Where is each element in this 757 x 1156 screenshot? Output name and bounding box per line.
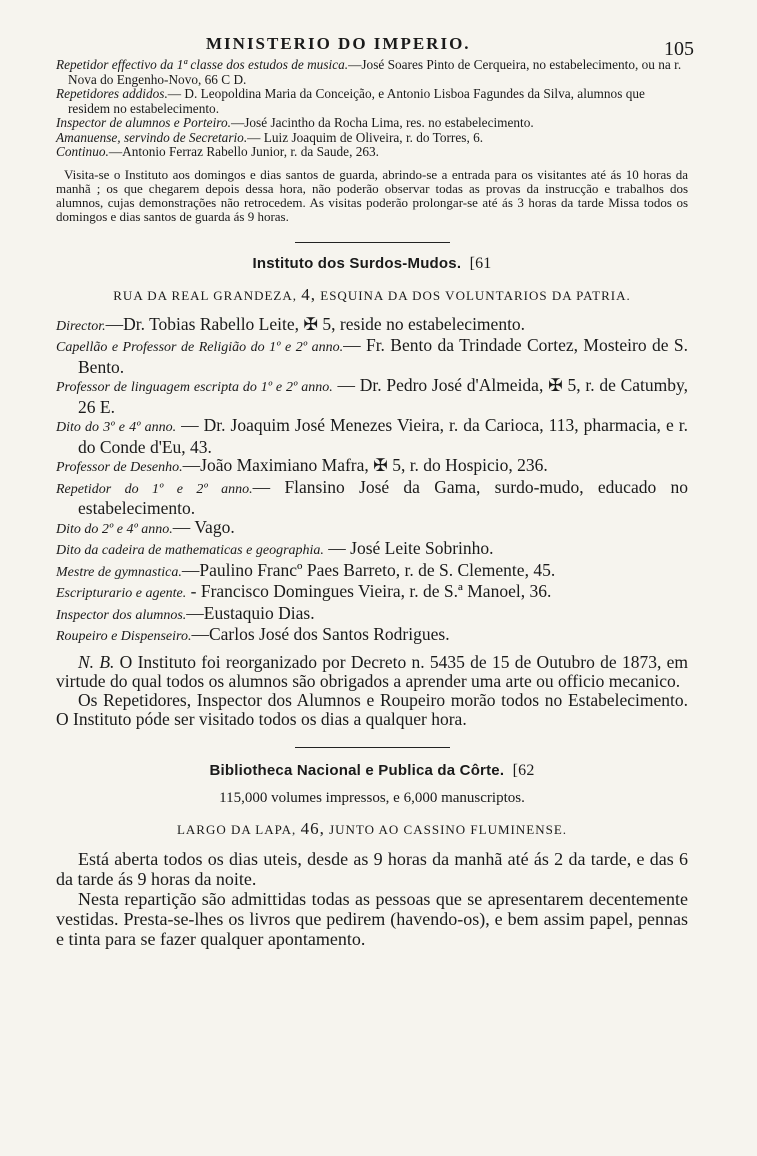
library-number: [62 <box>512 761 535 779</box>
visit-paragraph: Visita-se o Instituto aos domingos e dias santos de guarda, abrindo-se a entrada para os visitantes até ás 10 horas da manhã ; os que chegarem depois dessa hora, não poderão observar todas as provas da instrucção e trabalhos dos alumnos, cujas demonstrações não retrocedem. As visitas poderão prolongar-se até ás 3 horas da tarde Missa todos os domingos e dias santos de guarda ás 9 horas. <box>56 166 688 224</box>
entry-role: Capellão e Professor de Religião do 1º e 2º anno. <box>56 340 344 355</box>
nb-label: N. B. <box>78 651 115 672</box>
list-item <box>56 456 688 478</box>
list-item <box>56 625 688 647</box>
staff-role: Repetidores addidos. <box>56 86 168 101</box>
address-number: 46, <box>300 818 325 838</box>
library-heading <box>56 762 688 780</box>
library-address <box>56 819 688 839</box>
address-number: 4, <box>301 284 317 304</box>
staff-text: — D. Leopoldina Maria da Conceição, e Antonio Lisboa Fagundes da Silva, alumnos que residem no estabelecimento. <box>68 86 645 116</box>
list-item <box>56 336 688 376</box>
address-street: RUA DA REAL GRANDEZA, <box>113 287 298 303</box>
section-divider <box>295 242 450 243</box>
list-item <box>56 478 688 518</box>
institute-number: [61 <box>469 254 492 272</box>
list-item <box>56 518 688 540</box>
entry-text: — Dr. Pedro José d'Almeida, ✠ 5, r. de Catumby, 26 E. <box>78 375 688 417</box>
entry-text: —Carlos José dos Santos Rodrigues. <box>191 624 450 644</box>
entry-role: Inspector dos alumnos. <box>56 607 187 623</box>
list-item <box>56 561 688 583</box>
staff-text: —José Jacintho da Rocha Lima, res. no estabelecimento. <box>230 115 534 130</box>
library-holdings: 115,000 volumes impressos, e 6,000 manuscriptos. <box>219 789 525 806</box>
list-item <box>56 582 688 604</box>
entry-role: Dito do 3º e 4º anno. <box>56 420 177 435</box>
staff-role: Repetidor effectivo da 1ª classe dos estudos de musica. <box>56 57 349 72</box>
staff-line <box>56 145 688 160</box>
address-landmark: JUNTO AO CASSINO FLUMINENSE. <box>329 821 568 837</box>
institute-address <box>56 285 688 305</box>
entry-text: —Paulino Francº Paes Barreto, r. de S. Clemente, 45. <box>181 559 556 580</box>
entry-text: — Flansino José da Gama, surdo-mudo, educado no estabelecimento. <box>78 476 688 518</box>
entry-text: — Dr. Joaquim José Menezes Vieira, r. da Carioca, 113, pharmacia, e r. do Conde d'Eu, 43. <box>78 415 688 457</box>
entry-text: —Eustaquio Dias. <box>186 602 315 623</box>
entry-text: —Dr. Tobias Rabello Leite, ✠ 5, reside no estabelecimento. <box>105 313 526 334</box>
address-corner: ESQUINA DA DOS VOLUNTARIOS DA PATRIA. <box>320 287 631 303</box>
library-title: Bibliotheca Nacional e Publica da Côrte. <box>209 761 505 779</box>
section-divider <box>295 747 450 748</box>
institute-heading <box>56 255 688 273</box>
institute-title: Instituto dos Surdos-Mudos. <box>252 254 462 272</box>
entry-role: Professor de Desenho. <box>56 460 183 475</box>
staff-line <box>56 87 688 116</box>
library-hours-paragraph: Está aberta todos os dias uteis, desde as 9 horas da manhã até ás 2 da tarde, e das 6 da tarde ás 9 horas da noite. <box>56 848 688 889</box>
entry-text: — Fr. Bento da Trindade Cortez, Mosteiro de S. Bento. <box>78 335 688 377</box>
entry-role: Mestre de gymnastica. <box>56 564 182 580</box>
address-street: LARGO DA LAPA, <box>176 821 297 837</box>
entry-role: Dito do 2º e 4º anno. <box>56 521 173 537</box>
list-item <box>56 604 688 626</box>
staff-line <box>56 58 688 87</box>
page <box>56 30 694 949</box>
residents-paragraph: Os Repetidores, Inspector dos Alumnos e Roupeiro morão todos no Estabelecimento. O Instituto póde ser visitado todos os dias a qualquer hora. <box>56 689 688 729</box>
entry-role: Director. <box>56 318 106 334</box>
staff-text: —Antonio Ferraz Rabello Junior, r. da Saude, 263. <box>108 144 379 159</box>
list-item <box>56 539 688 561</box>
entry-role: Escripturario e agente. <box>56 586 187 601</box>
page-header <box>56 30 694 60</box>
entry-role: Roupeiro e Dispenseiro. <box>56 629 192 644</box>
staff-line <box>56 116 688 131</box>
entry-role: Dito da cadeira de mathematicas e geographia. <box>56 543 324 558</box>
entry-role: Professor de linguagem escripta do 1º e 2º anno. <box>56 380 333 395</box>
entry-text: — José Leite Sobrinho. <box>323 538 494 558</box>
staff-text: — Luiz Joaquim de Oliveira, r. do Torres, 6. <box>247 129 484 145</box>
staff-role: Inspector de alumnos e Porteiro. <box>56 115 231 130</box>
entry-text: — Vago. <box>172 516 235 537</box>
nb-text: O Instituto foi reorganizado por Decreto n. 5435 de 15 de Outubro de 1873, em virtude do qual todos os alumnos são obrigados a aprender uma arte ou officio mecanico. <box>56 651 688 691</box>
staff-role: Continuo. <box>56 144 109 159</box>
running-title: MINISTERIO DO IMPERIO. <box>206 34 471 53</box>
nota-bene-paragraph <box>56 653 688 691</box>
page-number: 105 <box>664 38 694 60</box>
top-staff-list <box>56 58 688 224</box>
list-item <box>56 416 688 456</box>
staff-text: —José Soares Pinto de Cerqueira, no estabelecimento, ou na r. Nova do Engenho-Novo, 66 C D. <box>68 57 682 87</box>
institute-staff-list <box>56 315 688 647</box>
entry-text: —João Maximiano Mafra, ✠ 5, r. do Hospicio, 236. <box>182 455 548 475</box>
staff-role: Amanuense, servindo de Secretario. <box>56 129 248 145</box>
entry-role: Repetidor do 1º e 2º anno. <box>56 481 253 497</box>
library-rules-paragraph: Nesta repartição são admittidas todas as pessoas que se apresentarem decentemente vestidas. Presta-se-lhes os livros que pedirem (havendo-os), e bem assim papel, pennas e tinta para se fazer qualquer apontamento. <box>56 888 688 949</box>
staff-line <box>56 131 688 146</box>
list-item <box>56 376 688 416</box>
list-item <box>56 315 688 337</box>
entry-text: - Francisco Domingues Vieira, r. de S.ª Manoel, 36. <box>186 581 552 601</box>
